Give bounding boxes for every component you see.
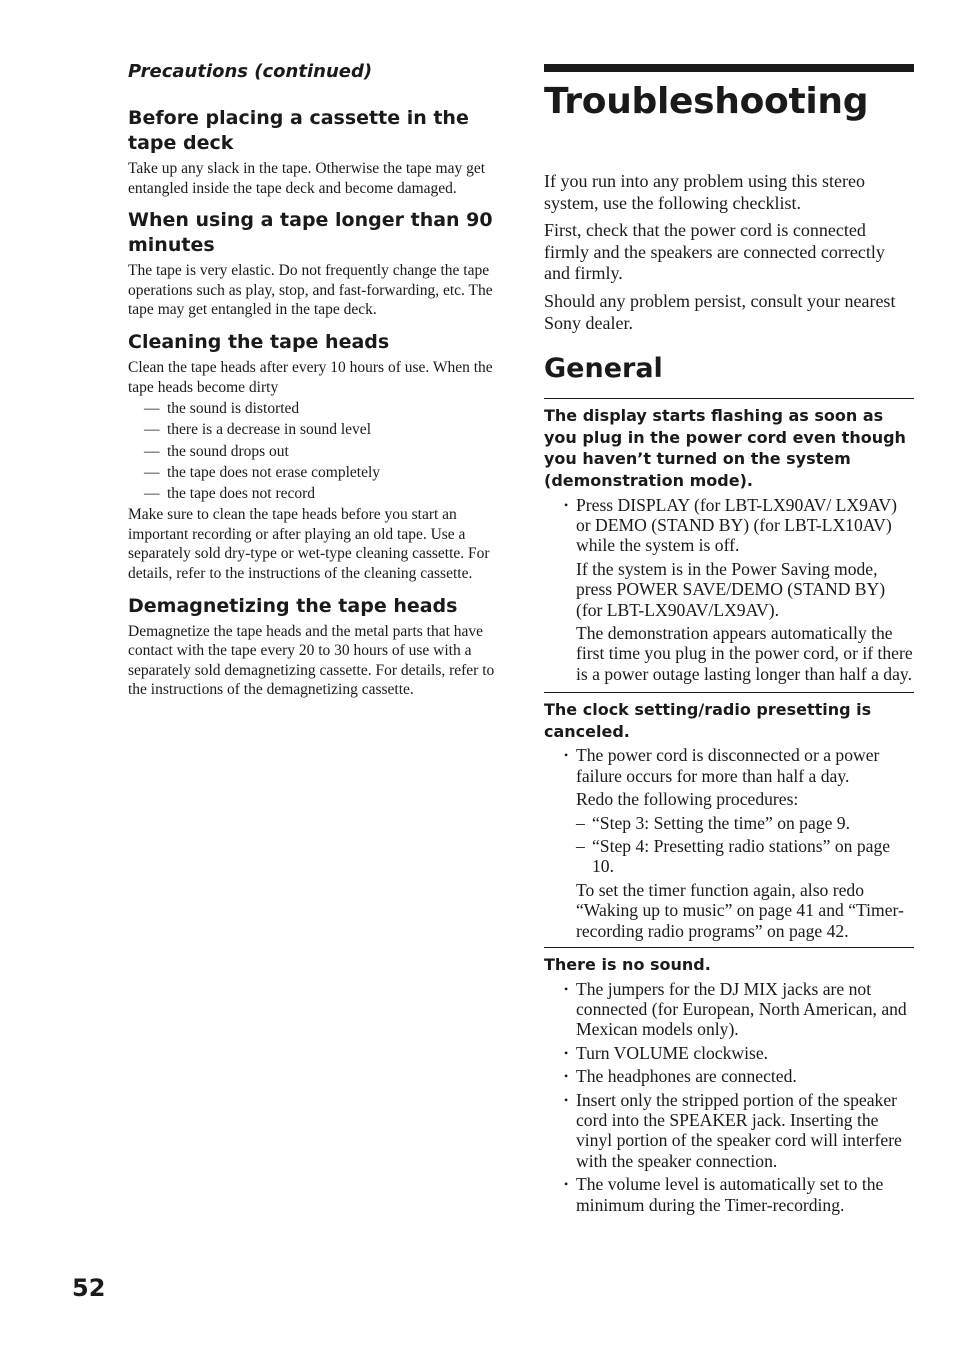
problem-title: The display starts flashing as soon as you plug in the power cord even though you haven’t turned on the system (demonstration mode). — [544, 406, 906, 490]
remedy-item: • The jumpers for the DJ MIX jacks are not connected (for European, North American, and Mexican models only). — [564, 978, 907, 1040]
list-item: — there is a decrease in sound level — [144, 421, 371, 439]
remedy-item: • Turn VOLUME clockwise. — [564, 1042, 769, 1063]
precaution-cassette — [128, 106, 502, 198]
intro-paragraph: If you run into any problem using this stereo system, use the following checklist. — [544, 171, 865, 213]
remedy-item: • Press DISPLAY (for LBT-LX90AV/ LX9AV) or DEMO (STAND BY) (for LBT-LX10AV) while the system is off. — [564, 494, 897, 556]
precaution-cleaning — [128, 330, 502, 584]
remedy-item: • The volume level is automatically set to the minimum during the Timer-recording. — [564, 1174, 884, 1215]
procedure-item: – “Step 3: Setting the time” on page 9. — [576, 812, 850, 833]
section-heading-general: General — [544, 353, 663, 385]
remedy-note: If the system is in the Power Saving mode, press POWER SAVE/DEMO (STAND BY) (for LBT-LX90AV/LX9AV). — [576, 558, 886, 620]
problem-title: The clock setting/radio presetting is canceled. — [544, 700, 872, 741]
procedure-item: – “Step 4: Presetting radio stations” on page 10. — [576, 836, 891, 877]
running-head: Precautions (continued) — [128, 61, 373, 82]
list-item: — the sound drops out — [144, 442, 289, 460]
section-body: Clean the tape heads after every 10 hours of use. When the tape heads become dirty — [128, 358, 493, 396]
title-bar — [544, 64, 914, 72]
problem-demo-mode — [544, 399, 914, 684]
intro — [544, 171, 914, 334]
precaution-long-tape — [128, 208, 502, 320]
remedy-item: • Insert only the stripped portion of the speaker cord into the SPEAKER jack. Inserting the vinyl portion of the speaker cord will interfere with the speaker connection. — [564, 1089, 902, 1171]
section-heading: When using a tape longer than 90 minutes — [128, 209, 493, 257]
intro-paragraph: Should any problem persist, consult your nearest Sony dealer. — [544, 290, 896, 333]
page-title: Troubleshooting — [544, 81, 869, 122]
section-body: The tape is very elastic. Do not frequently change the tape operations such as play, stop, and fast-forwarding, etc. The tape may get entangled in the tape deck. — [128, 262, 493, 319]
right-column — [544, 64, 914, 1218]
dirty-symptoms-list — [128, 398, 502, 504]
problem-no-sound — [544, 948, 914, 1215]
list-item: — the tape does not record — [144, 484, 316, 502]
section-heading: Before placing a cassette in the tape deck — [128, 107, 469, 154]
section-body: Demagnetize the tape heads and the metal parts that have contact with the tape every 20 to 30 hours of use with a separately sold demagnetizing cassette. For details, refer to the instructions of the demagnetizing cassette. — [128, 622, 495, 699]
list-item: — the sound is distorted — [144, 400, 300, 418]
remedy-note: The demonstration appears automatically the first time you plug in the power cord, or if there is a power outage lasting longer than half a day. — [576, 622, 913, 684]
problem-title: There is no sound. — [544, 955, 711, 975]
remedy-item: • The power cord is disconnected or a power failure occurs for more than half a day. — [564, 745, 880, 786]
remedy-note: To set the timer function again, also redo “Waking up to music” on page 41 and “Timer-recording radio programs” on page 42. — [576, 879, 904, 941]
left-column — [128, 60, 502, 710]
remedy-note: Redo the following procedures: — [576, 789, 799, 810]
page-number: 52 — [72, 1274, 106, 1302]
section-heading: Demagnetizing the tape heads — [128, 594, 458, 617]
remedy-item: • The headphones are connected. — [564, 1066, 797, 1087]
intro-paragraph: First, check that the power cord is connected firmly and the speakers are connected correctly and firmly. — [544, 220, 885, 284]
list-item: — the tape does not erase completely — [144, 463, 381, 481]
section-body: Make sure to clean the tape heads before you start an important recording or after playing an old tape. Use a separately sold dry-type or wet-type cleaning cassette. For details, refer to the instructions of the cleaning cassette. — [128, 506, 490, 582]
section-heading: Cleaning the tape heads — [128, 330, 390, 353]
problem-clock-reset — [544, 693, 914, 941]
precaution-demagnetizing — [128, 594, 502, 700]
section-body: Take up any slack in the tape. Otherwise the tape may get entangled inside the tape deck and become damaged. — [128, 160, 486, 197]
